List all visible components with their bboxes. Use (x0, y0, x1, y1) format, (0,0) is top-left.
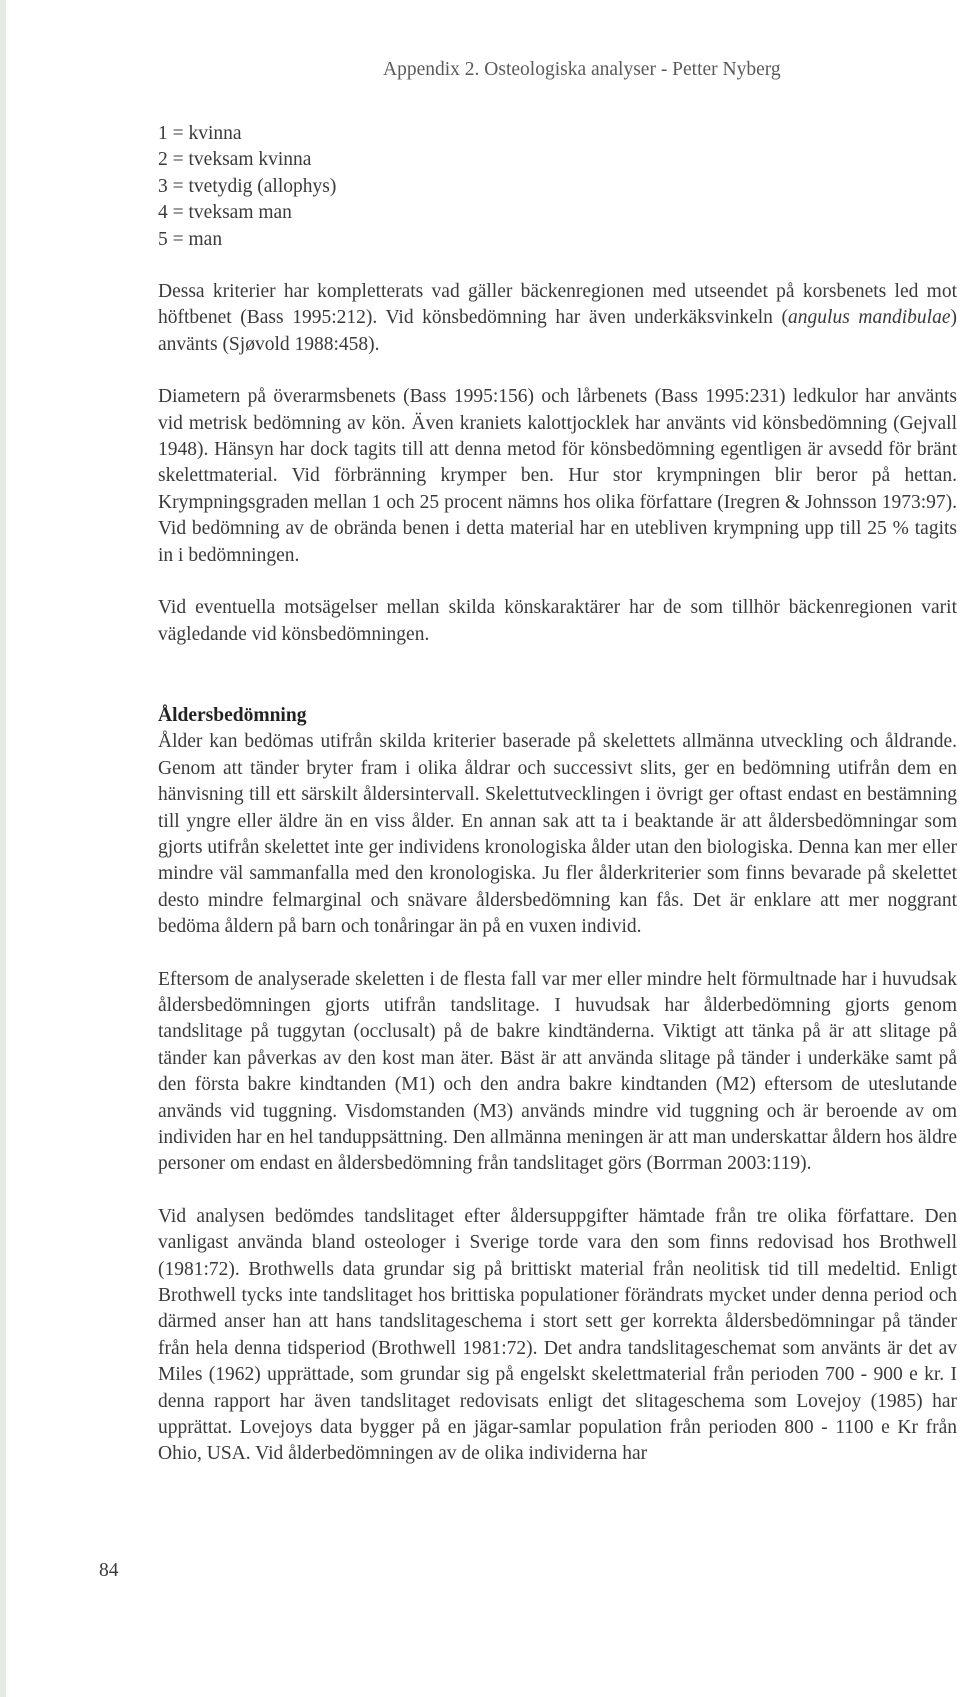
paragraph-contradictions: Vid eventuella motsägelser mellan skilda könskaraktärer har de som tillhör bäckenregionen varit vägledande vid könsbedömningen. (158, 597, 957, 645)
paragraph-metric-sexing: Diametern på överarmsbenets (Bass 1995:156) och lårbenets (Bass 1995:231) ledkulor har använts vid metrisk bedömning av kön. Även kraniets kalottjocklek har använts vid könsbedömning (Gejvall 1948). Hänsyn har dock tagits till att denna metod för könsbedömning egentligen är avsedd för bränt skelettmaterial. Vid förbränning krymper ben. Hur stor krympningen blir beror på hettan. Krympningsgraden mellan 1 och 25 procent nämns hos olika författare (Iregren & Johnsson 1973:97). Vid bedömning av de obrända benen i detta material har en utebliven krympning upp till 25 % tagits in i bedömningen. (158, 386, 957, 566)
paragraph-wear-schemes: Vid analysen bedömdes tandslitaget efter åldersuppgifter hämtade från tre olika författare. Den vanligast använda bland osteologer i Sverige torde vara den som finns redovisad hos Brothwell (1981:72). Brothwells data grundar sig på brittiskt material från neolitisk tid till medeltid. Enligt Brothwell tycks inte tandslitaget hos brittiska populationer förändrats mycket under denna period och därmed anser han att hans tandslitageschema i stort sett ger korrekta åldersbedömningar på tänder från hela denna tidsperiod (Brothwell 1981:72). Det andra tandslitageschemat som använts är det av Miles (1962) upprättade, som grundar sig på engelskt skelettmaterial från perioden 700 - 900 e kr. I denna rapport har även tandslitaget redovisats enligt det slitageschema som Lovejoy (1985) har upprättat. Lovejoys data bygger på en jägar-samlar population från perioden 800 - 1100 e Kr från Ohio, USA. Vid ålderbedömningen av de olika individerna har (158, 1205, 957, 1465)
page-number: 84 (99, 1560, 119, 1581)
paragraph-dental-wear: Eftersom de analyserade skeletten i de flesta fall var mer eller mindre helt förmultnade har i huvudsak åldersbedömningen gjorts utifrån tandslitage. I huvudsak har ålderbedömning gjorts genom tandslitage på tuggytan (occlusalt) på de bakre kindtänderna. Viktigt att tänka på är att slitage på tänder kan påverkas av den kost man äter. Bäst är att använda slitage på tänder i underkäke samt på den första bakre kindtanden (M1) och den andra bakre kindtanden (M2) eftersom de uteslutande används vid tuggning. Visdomstanden (M3) används mindre vid tuggning och är beroende av om individen har en hel tanduppsättning. Den allmänna meningen är att man underskattar åldern hos äldre personer om endast en åldersbedömning från tandslitaget görs (Borrman 2003:119). (158, 968, 957, 1175)
paragraph-pelvic-criteria (158, 279, 957, 358)
list-item: 4 = tveksam man (158, 202, 292, 224)
page-body (158, 121, 957, 1468)
paragraph-text: Dessa kriterier har kompletterats vad gäller bäckenregionen med utseendet på korsbenets led mot höftbenet (Bass 1995:212). Vid könsbedömning har även underkäksvinkeln ( (158, 281, 957, 329)
latin-term: angulus mandibulae (788, 307, 951, 329)
section-heading: Åldersbedömning (158, 704, 307, 726)
page-edge-strip (0, 0, 6, 1697)
list-item: 3 = tvetydig (allophys) (158, 175, 337, 197)
list-item: 5 = man (158, 228, 223, 250)
sex-scale-list (158, 121, 957, 253)
paragraph-age-criteria: Ålder kan bedömas utifrån skilda kriterier baserade på skelettets allmänna utveckling och åldrande. Genom att tänder bryter fram i olika åldrar och successivt slits, ger en bedömning utifrån dem en hänvisning till ett särskilt åldersintervall. Skelettutvecklingen i övrigt ger oftast endast en bestämning till yngre eller äldre än en viss ålder. En annan sak att ta i beaktande är att åldersbedömningar som gjorts utifrån skelettet inte ger individens kronologiska ålder utan den biologiska. Denna kan mer eller mindre väl sammanfalla med den kronologiska. Ju fler ålderkriterier som finns bevarade på skelettet desto mindre felmarginal och snävare åldersbedömning kan fås. Det är enklare att mer noggrant bedöma åldern på barn och tonåringar än på en vuxen individ. (158, 731, 957, 938)
running-header: Appendix 2. Osteologiska analyser - Petter Nyberg (383, 59, 781, 80)
list-item: 2 = tveksam kvinna (158, 149, 312, 171)
paragraph-text: ) använts (Sjøvold 1988:458). (158, 307, 957, 355)
list-item: 1 = kvinna (158, 123, 242, 144)
